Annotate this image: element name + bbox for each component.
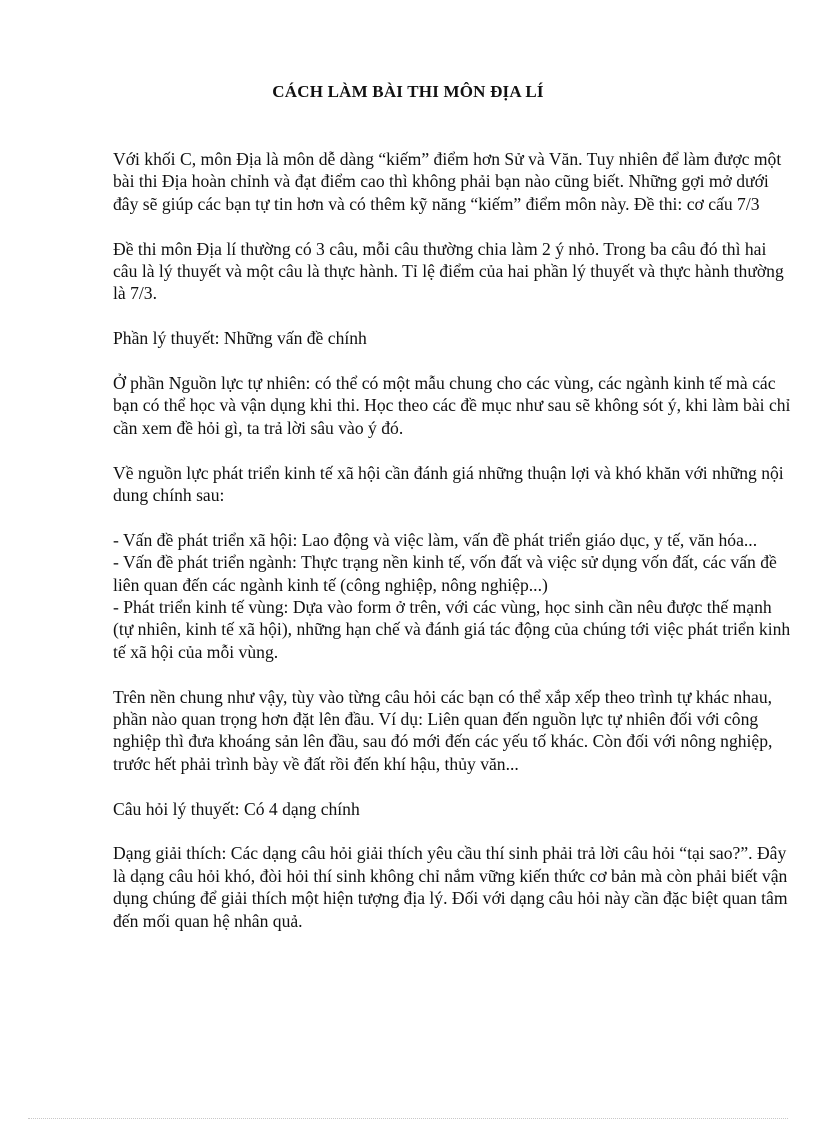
page-bottom-divider [28, 1118, 788, 1119]
document-body [113, 148, 793, 954]
paragraph-natural-resources: Ở phần Nguồn lực tự nhiên: có thể có một mẫu chung cho các vùng, các ngành kinh tế mà các bạn có thể học và vận dụng khi thi. Học theo các đề mục như sau sẽ không sót ý, khi làm bài chỉ cần xem đề hỏi gì, ta trả lời sâu vào ý đó. [113, 373, 791, 438]
paragraph-explanation-type: Dạng giải thích: Các dạng câu hỏi giải thích yêu cầu thí sinh phải trả lời câu hỏi “tại sao?”. Đây là dạng câu hỏi khó, đòi hỏi thí sinh không chỉ nắm vững kiến thức cơ bản mà còn phải biết vận dụng chúng để giải thích một hiện tượng địa lý. Đối với dạng câu hỏi này cần đặc biệt quan tâm đến mối quan hệ nhân quả. [113, 843, 788, 931]
bullet-social-development: - Vấn đề phát triển xã hội: Lao động và việc làm, vấn đề phát triển giáo dục, y tế, văn hóa... [113, 529, 758, 550]
bullet-sector-development: - Vấn đề phát triển ngành: Thực trạng nền kinh tế, vốn đất và việc sử dụng vốn đất, các vấn đề liên quan đến các ngành kinh tế (công nghiệp, nông nghiệp...) [113, 552, 777, 595]
paragraph-intro: Với khối C, môn Địa là môn dễ dàng “kiếm” điểm hơn Sử và Văn. Tuy nhiên để làm được một bài thi Địa hoàn chỉnh và đạt điểm cao thì không phải bạn nào cũng biết. Những gợi mở dưới đây sẽ giúp các bạn tự tin hơn và có thêm kỹ năng “kiếm” điểm môn này. Đề thi: cơ cấu 7/3 [113, 149, 782, 214]
paragraph-exam-structure: Đề thi môn Địa lí thường có 3 câu, mỗi câu thường chia làm 2 ý nhỏ. Trong ba câu đó thì hai câu là lý thuyết và một câu là thực hành. Tỉ lệ điểm của hai phần lý thuyết và thực hành thường là 7/3. [113, 238, 784, 304]
paragraph-ordering: Trên nền chung như vậy, tùy vào từng câu hỏi các bạn có thể xắp xếp theo trình tự khác nhau, phần nào quan trọng hơn đặt lên đầu. Ví dụ: Liên quan đến nguồn lực tự nhiên đối với công nghiệp thì đưa khoáng sản lên đầu, sau đó mới đến các yếu tố khác. Còn đối với nông nghiệp, trước hết phải trình bày về đất rồi đến khí hậu, thủy văn... [113, 686, 773, 774]
bullet-regional-development: - Phát triển kinh tế vùng: Dựa vào form ở trên, với các vùng, học sinh cần nêu được thế mạnh (tự nhiên, kinh tế xã hội), những hạn chế và đánh giá tác động của chúng tới việc phát triển kinh tế xã hội của mỗi vùng. [113, 597, 791, 662]
paragraph-socioeconomic-intro: Về nguồn lực phát triển kinh tế xã hội cần đánh giá những thuận lợi và khó khăn với những nội dung chính sau: [113, 462, 784, 506]
paragraph-question-types-heading: Câu hỏi lý thuyết: Có 4 dạng chính [113, 798, 360, 819]
paragraph-theory-heading: Phần lý thuyết: Những vấn đề chính [113, 328, 367, 349]
document-title: CÁCH LÀM BÀI THI MÔN ĐỊA LÍ [272, 82, 544, 101]
